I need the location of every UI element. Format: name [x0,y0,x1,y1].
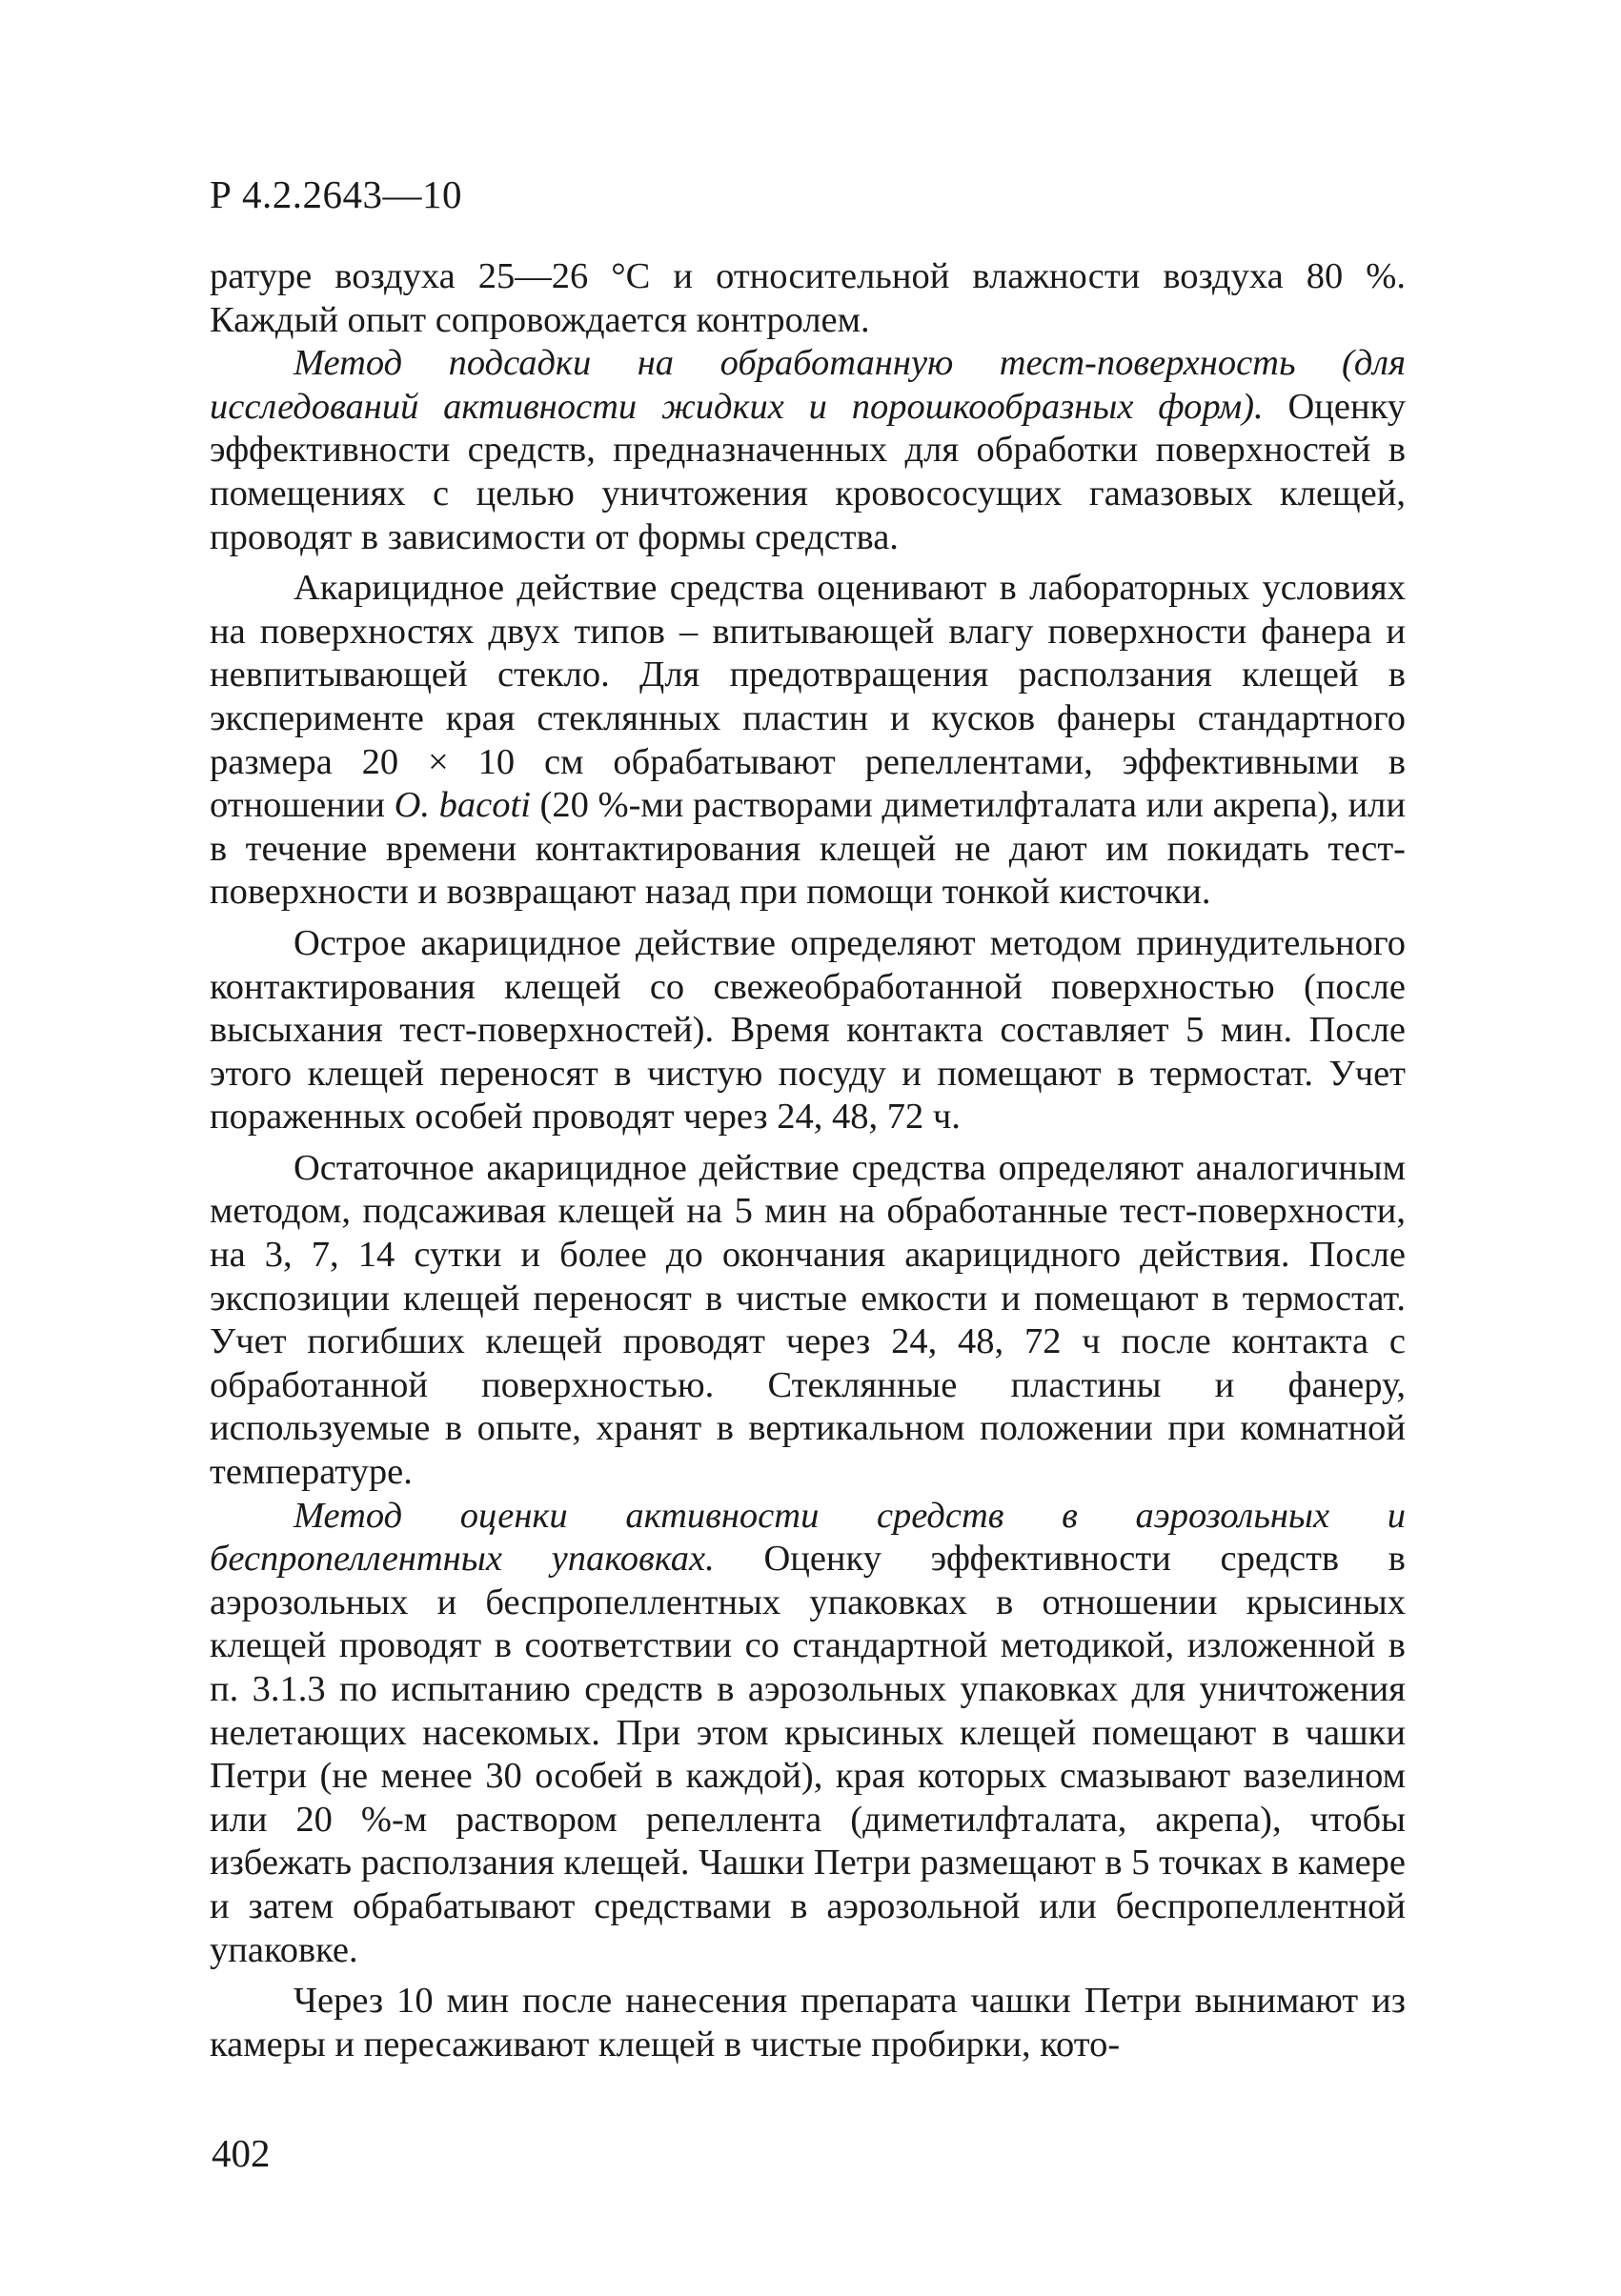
paragraph-continuation: ратуре воздуха 25—26 °С и относительной влажности воздуха 80 %. Каждый опыт сопровождается контролем. [210,256,1406,340]
paragraph-text: Оценку эффективности средств, предназначенных для обработки поверхностей в помещениях с целью уничтожения кровососущих гамазовых клещей, проводят в зависимости от формы средства. [210,386,1407,557]
paragraph-after-exposure: Через 10 мин после нанесения препарата чашки Петри вынимают из камеры и пересаживают клещей в чистые пробирки, кото- [210,1981,1406,2064]
paragraph-residual-action: Остаточное акарицидное действие средства определяют аналогичным методом, подсаживая клещей на 5 мин на обработанные тест-поверхности, на 3, 7, 14 сутки и более до окончания акарицидного действия. После экспозиции клещей переносят в чистые емкости и помещают в термостат. Учет погибших клещей проводят через 24, 48, 72 ч после контакта с обработанной поверхностью. Стеклянные пластины и фанеру, используемые в опыте, хранят в вертикальном положении при комнатной температуре. [210,1147,1406,1493]
paragraph-text: Оценку эффективности средств в аэрозольных и беспропеллентных упаковках в отношении крысиных клещей проводят в соответствии со стандартной методикой, изложенной в п. 3.1.3 по испытанию средств в аэрозольных упаковках для уничтожения нелетающих насекомых. При этом крысиных клещей помещают в чашки Петри (не менее 30 особей в каждой), края которых смазывают вазелином или 20 %-м раствором репеллента (диметилфталата, акрепа), чтобы избежать расползания клещей. Чашки Петри размещают в 5 точках в камере и затем обрабатывают средствами в аэрозольной или беспропеллентной упаковке. [210,1539,1406,1970]
paragraph-text: Акарицидное действие средства оценивают в лабораторных условиях на поверхностях двух типов – впитывающей влагу поверхности фанера и невпитывающей стекло. Для предотвращения расползания клещей в эксперименте края стеклянных пластин и кусков фанеры стандартного размера 20 × 10 см обрабатывают репеллентами, эффективными в отношении [210,568,1406,826]
document-page [210,171,1406,2066]
method-heading-test-surface: Метод подсадки на обработанную тест-поверхность (для исследований активности жидких и порошкообразных форм). [210,343,1406,427]
method-heading-aerosol: Метод оценки активности средств в аэрозольных и беспропеллентных упаковках. [210,1495,1406,1580]
paragraph-method-test-surface [210,342,1406,559]
paragraph-text: (20 %-ми растворами диметилфталата или акрепа), или в течение времени контактирования клещей не дают им покидать тест-поверхности и возвращают назад при помощи тонкой кисточки. [210,785,1406,913]
paragraph-acaricidal-action [210,567,1406,915]
paragraph-method-aerosol [210,1495,1406,1973]
species-name: O. bacoti [394,785,531,826]
page-number: 402 [212,2131,271,2175]
running-header: Р 4.2.2643—10 [210,172,463,216]
paragraph-acute-action: Острое акарицидное действие определяют методом принудительного контактирования клещей со свежеобработанной поверхностью (после высыхания тест-поверхностей). Время контакта составляет 5 мин. После этого клещей переносят в чистую посуду и помещают в термостат. Учет пораженных особей проводят через 24, 48, 72 ч. [210,922,1406,1138]
body-text [210,255,1406,2066]
